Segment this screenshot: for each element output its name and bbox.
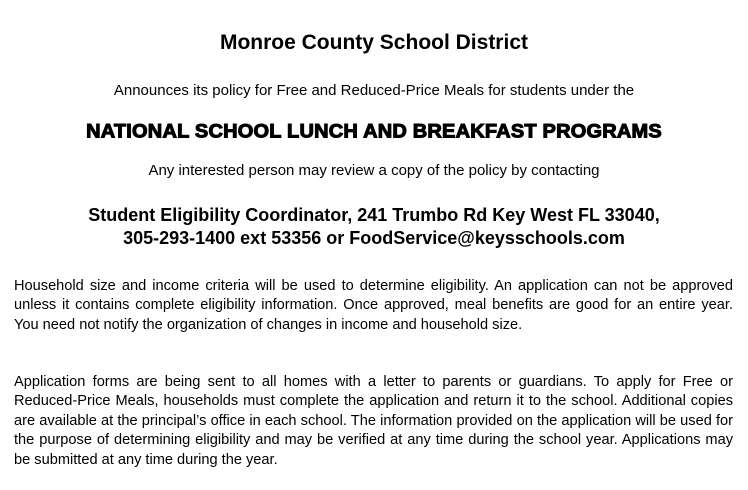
policy-announcement: Announces its policy for Free and Reduced-Price Meals for students under the [113,82,635,99]
program-heading: NATIONAL SCHOOL LUNCH AND BREAKFAST PROGRAMS [86,121,662,143]
contact-address: Student Eligibility Coordinator, 241 Trumbo Rd Key West FL 33040, [88,205,660,225]
eligibility-paragraph: Household size and income criteria will be used to determine eligibility. An application can not be approved unless it contains complete eligibility information. Once approved, meal benefits are good for an entire year. You need not notify the organization of changes in income and household size. [14,278,733,333]
contact-phone-email: 305-293-1400 ext 53356 or FoodService@keysschools.com [123,228,625,248]
district-title: Monroe County School District [219,31,528,54]
review-instruction: Any interested person may review a copy of the policy by contacting [148,162,600,179]
application-paragraph: Application forms are being sent to all homes with a letter to parents or guardians. To apply for Free or Reduced-Price Meals, households must complete the application and return it to the school. Additional copies are available at the principal’s office in each school. The information provided on the application will be used for the purpose of determining eligibility and may be verified at any time during the school year. Applications may be submitted at any time during the year. [14,374,733,468]
contact-block [0,204,748,250]
